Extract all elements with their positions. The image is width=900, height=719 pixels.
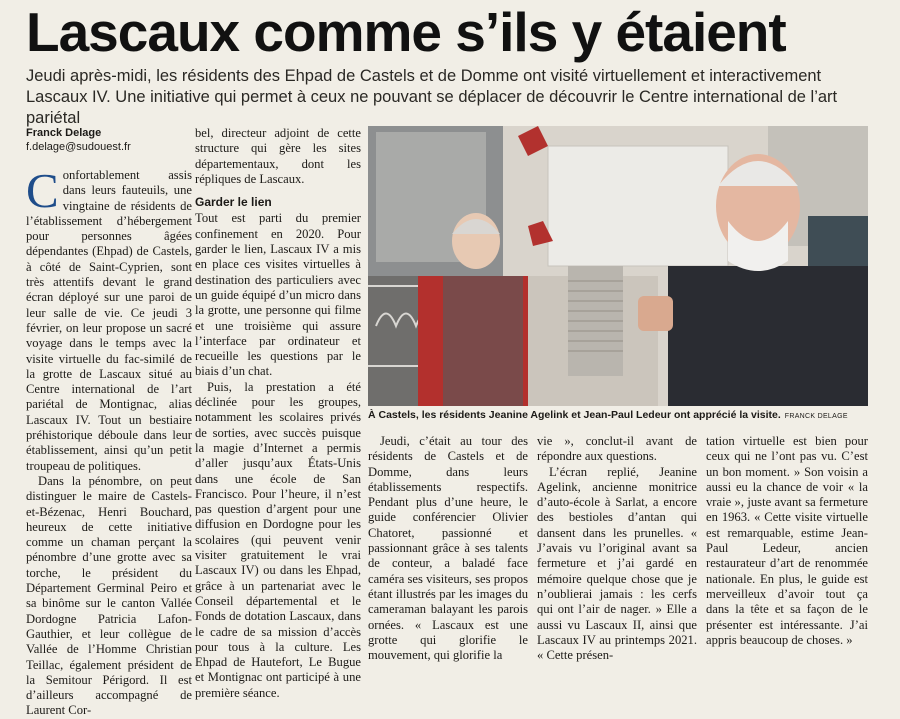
article-column-4	[537, 434, 697, 663]
paragraph: Puis, la prestation a été déclinée pour les groupes, notamment les scolaires privés de sorties, avec succès puisque la magie d’Internet a permis d’aller jusqu’aux États-Unis dans une école de San Francisco. Pour l’heure, il n’est pas question d’argent pour une diffusion en Dordogne pour les scolaires (qui peuvent venir visiter gratuitement le vrai Lascaux IV) ou dans les Ehpad, grâce à un partenariat avec le Conseil départemental et le Fonds de dotation Lascaux, dans le cadre de sa mission d’accès pour tous à la culture. Les Ehpad de Hautefort, Le Bugue et Montignac ont participé à une première séance.	[195, 379, 361, 700]
paragraph: Jeudi, c’était au tour des résidents de Castels et de Domme, dans leurs établissements respectifs. Pendant plus d’une heure, le guide conférencier Olivier Chatoret, passionné et passionnant grâce à ses talents de conteur, a baladé face caméra ses visiteurs, ses propos étant illustrés par les images du cameraman balayant les parois ornées. « Lascaux est une grotte qui glorifie le mouvement, qui glorifie la	[368, 434, 528, 663]
photo-credit: FRANCK DELAGE	[784, 413, 848, 420]
paragraph-text: onfortablement assis dans leurs fauteuils, une vingtaine de résidents de l’établissement d’hébergement pour personnes âgées dépendantes (Ehpad) de Castels, à côté de Saint-Cyprien, sont très attentifs devant le grand écran déployé sur une paroi de leur salle de vie. Ce jeudi 3 février, on leur propose un sacré voyage dans le temps avec la visite virtuelle du fac-similé de la grotte de Lascaux situé au Centre international de l’art pariétal de Montignac, alias Lascaux IV. Tout un bestiaire préhistorique déboule dans leur établissement, ainsi qu’un petit troupeau de politiques.	[26, 168, 192, 473]
article-column-5	[706, 434, 868, 648]
paragraph: Tout est parti du premier confinement en 2020. Pour garder le lien, Lascaux IV a mis en place ces visites virtuelles à destination des particuliers avec un guide équipé d’un micro dans la grotte, une personne qui filme et une troisième qui assure l’interface par ordinateur et recueille les questions par le biais d’un chat.	[195, 211, 361, 379]
paragraph	[26, 163, 192, 474]
article-column-1	[26, 126, 192, 719]
headline: Lascaux comme s’ils y étaient	[26, 1, 786, 63]
dropcap: C	[26, 163, 59, 218]
article-photo	[368, 126, 868, 406]
caption-text: À Castels, les résidents Jeanine Agelink et Jean-Paul Ledeur ont apprécié la visite.	[368, 409, 781, 421]
byline-name: Franck Delage	[26, 127, 102, 139]
article-column-3	[368, 434, 528, 663]
byline-email: f.delage@sudouest.fr	[26, 141, 131, 153]
paragraph: Dans la pénombre, on peut distinguer le maire de Castels-et-Bézenac, Henri Bouchard, heureux de cette initiative comme un chaman perçant la pénombre d’une grotte avec sa torche, le président du Département Germinal Peiro et sa binôme sur le canton Vallée Dordogne Patricia Lafon-Gauthier, et leur collègue de Vallée de l’Homme Christian Teillac, également président de la Semitour Périgord. Il est d’ailleurs accompagné de Laurent Cor-	[26, 473, 192, 718]
article-column-2	[195, 126, 361, 701]
paragraph: bel, directeur adjoint de cette structure qui gère les sites départementaux, dont les répliques de Lascaux.	[195, 126, 361, 186]
standfirst: Jeudi après-midi, les résidents des Ehpad de Castels et de Domme ont visité virtuellement et interactivement Lascaux IV. Une initiative qui permet à ceux ne pouvant se déplacer de découvrir le Centre international de l’art pariétal	[26, 67, 838, 127]
photo-caption	[368, 409, 868, 423]
paragraph: tation virtuelle est bien pour ceux qui ne l’ont pas vu. C’est un bon moment. » Son voisin a aussi eu la chance de voir « la vraie », juste avant sa fermeture en 1963. « Cette visite virtuelle est remarquable, estime Jean-Paul Ledeur, ancien restaurateur d’art de renommée nationale. En plus, le guide est merveilleux d’avoir tout ça dans la tête et sa façon de le présenter est intéressante. J’ai appris beaucoup de choses. »	[706, 434, 868, 647]
photo-illustration	[368, 126, 868, 406]
paragraph: vie », conclut-il avant de répondre aux questions.	[537, 434, 697, 464]
paragraph: L’écran replié, Jeanine Agelink, ancienne monitrice d’auto-école à Sarlat, a encore des bestioles d’antan qui dansent dans les prunelles. « J’avais vu l’original avant sa fermeture et j’ai gardé en mémoire quelque chose que je n’oublierai jamais : les cerfs qui ont l’air de nager. » Elle a aussi vu Lascaux II, ainsi que Lascaux IV au printemps 2021. « Cette présen-	[537, 464, 697, 663]
subheading: Garder le lien	[195, 195, 272, 210]
